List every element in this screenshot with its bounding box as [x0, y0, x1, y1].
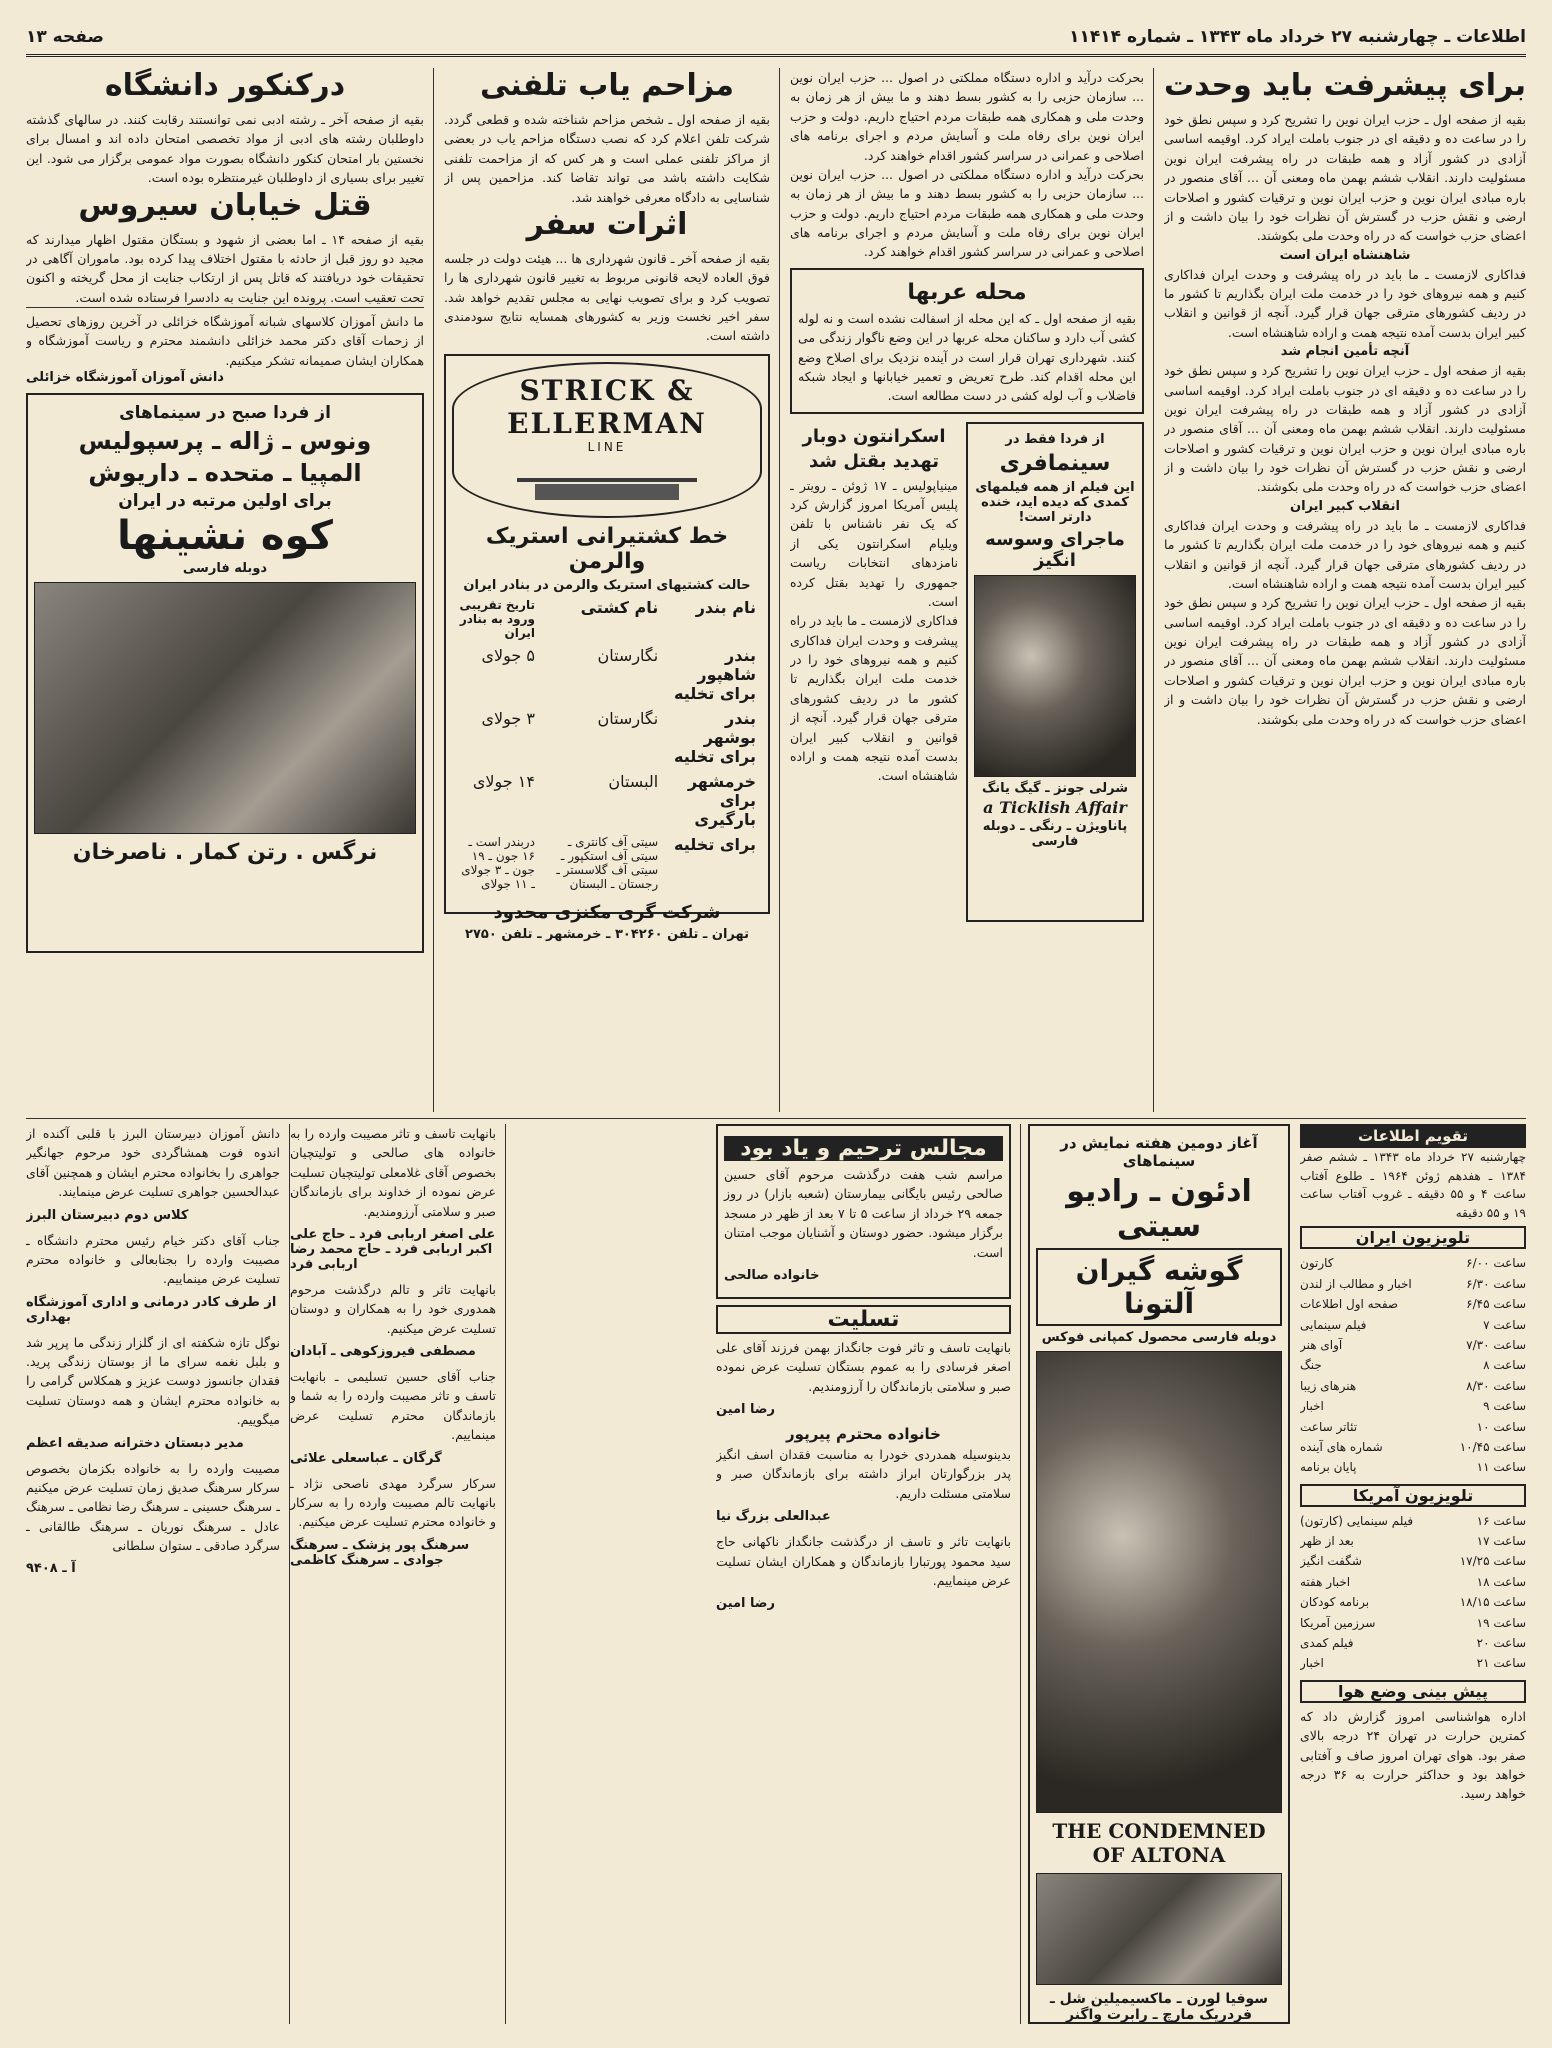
ad-cinemas-line2: المپیا ـ متحده ـ داریوش: [88, 459, 362, 488]
ad-cinemas-line1: ونوس ـ ژاله ـ پرسپولیس: [78, 427, 372, 456]
article-body: بقیه از صفحه آخر ـ قانون شهرداری ها ... هیئت دولت در جلسه فوق العاده لایحه قانونی مربوط به تغییر قانون شهرداری ها را تصویب کرد و برای تصویب نهایی به مجلس تقدیم خواهد شد. سفر اخیر نخست وزیر به کشورهای همسایه نتایج سودمندی داشته است.: [444, 250, 770, 344]
ad-english-title: a Ticklish Affair: [983, 797, 1127, 817]
article-title: اثرات سفر: [526, 206, 688, 242]
tv-row: ساعت ۱۶ فیلم سینمایی (کارتون): [1300, 1513, 1526, 1528]
tv-america-schedule: [1300, 1511, 1526, 1674]
tv-row: ساعت ۱۰/۴۵ شماره های آینده: [1300, 1439, 1526, 1454]
table-row: [452, 769, 762, 832]
tv-iran-title: تلویزیون ایران: [1300, 1226, 1526, 1249]
tv-row: ساعت ۸/۳۰ هنرهای زیبا: [1300, 1378, 1526, 1393]
article-column-four: [26, 68, 424, 1112]
article-body: فداکاری لازمست ـ ما باید در راه پیشرفت و وحدت ایران فداکاری کنیم و همه نیروهای خود را در خدمت ملت ایران بگذاریم تا کشور ما در ردیف کشورهای مترقی جهان قرار گیرد. آنچه از قوانین و انقلاب کبیر ایران بدست آمده نتیجه همت و اراده شاهنشاه است.: [1164, 517, 1526, 591]
column-divider: [779, 68, 780, 1112]
tv-america-title: تلویزیون آمریکا: [1300, 1484, 1526, 1507]
notice-signature: خانواده صالحی: [724, 1267, 820, 1283]
ad-footer-phone: تهران ـ تلفن ۳۰۴۲۶۰ ـ خرمشهر ـ تلفن ۲۷۵۰: [465, 926, 749, 942]
article-title: مزاحم یاب تلفنی: [480, 68, 734, 103]
film-still-image: [974, 575, 1136, 777]
tv-row: ساعت ۱۹ سرزمین آمریکا: [1300, 1615, 1526, 1630]
ad-top-line: از فردا فقط در: [1005, 431, 1105, 447]
tv-row: ساعت ۲۱ اخبار: [1300, 1656, 1526, 1671]
date-cell: ۱۴ جولای: [472, 771, 535, 791]
strick-logo: [452, 362, 762, 518]
news-body: مینیاپولیس ـ ۱۷ ژوئن ـ رویتر ـ پلیس آمریکا امروز گزارش کرد که یک نفر ناشناس با تلفن ویلیام اسکرانتون یکی از نامزدهای انتخابات ریاست جمهوری را تهدید بقتل کرده است.: [790, 477, 958, 609]
notice-signature: آ ـ ۹۴۰۸: [26, 1561, 76, 1577]
newspaper-page: [26, 20, 1526, 2032]
notice-signature: کلاس دوم دبیرستان البرز: [26, 1207, 189, 1223]
column-divider: [1153, 68, 1154, 1112]
notice-signature: رضا امین: [716, 1402, 775, 1417]
notice-signature: از طرف کادر درمانی و اداری آموزشگاه بهداری: [26, 1294, 277, 1325]
notice-body: جناب آقای دکتر خیام رئیس محترم دانشگاه ـ مصیبت وارده را بجنابعالی و خانواده محترم تسلیت عرض مینماییم.: [26, 1232, 280, 1287]
condolence-notices-left: [26, 1124, 280, 2024]
notice-signature: دانش آموزان آموزشگاه خزائلی: [26, 370, 224, 386]
article-body: بقیه از صفحه اول ـ حزب ایران نوین را تشریح کرد و سپس نطق خود را در ساعت ده و دقیقه ای در جنوب باملت ایراد کرد. اوقیمه اساسی آزادی در کشور آزاد و همه طبقات در راه پیشرفت ایران نوین مسئولیت دارند. انقلاب ششم بهمن ماه ومعنی آن ... آقای منصور در باره مبادی ایران نوین و حزب ایران نوین و ترقیات کشور و اصلاحات ارضی و نقش حزب در گسترش آن نظرات خود را بیان داشت و از اعضای حزب خواست که در راه وحدت ملی بکوشند.: [1164, 112, 1526, 244]
tv-row: ساعت ۷/۳۰ آوای هنر: [1300, 1337, 1526, 1352]
ad-top-line: آغاز دومین هفته نمایش در سینماهای: [1060, 1134, 1258, 1170]
notice-signature: مصطفی فیروزکوهی ـ آبادان: [290, 1344, 476, 1359]
port-cell: بندر بوشهر برای تخلیه: [674, 708, 756, 766]
news-title: تهدید بقتل شد: [809, 450, 939, 472]
calendar-body: چهارشنبه ۲۷ خرداد ماه ۱۳۴۳ ـ ششم صفر ۱۳۸۴ ـ هفدهم ژوئن ۱۹۶۴ ـ طلوع آفتاب ساعت ۴ و ۵۵ دقیقه ـ غروب آفتاب ساعت ۱۹ و ۵۵ دقیقه: [1300, 1150, 1526, 1220]
article-column-two: [790, 68, 1144, 1112]
ad-english-title: THE CONDEMNED OF ALTONA: [1052, 1819, 1266, 1867]
ad-film-title: کوه نشینها: [117, 513, 333, 560]
table-row: [452, 643, 762, 706]
header-cell: تاریخ تقریبی ورود به بنادر ایران: [459, 597, 535, 640]
table-row: [452, 832, 762, 894]
port-cell: برای تخلیه: [674, 834, 756, 854]
header-page-number: صفحه ۱۳: [26, 27, 104, 47]
notice-signature: مدیر دبستان دخترانه صدیقه اعظم: [26, 1435, 244, 1451]
notice-body: مراسم شب هفت درگذشت مرحوم آقای حسین صالحی رئیس بایگانی بیمارستان (شعبه بازار) در روز جمعه ۲۹ خرداد از ساعت ۵ تا ۷ بعد از ظهر در مسجد برگزار میشود. حضور دوستان و آشنایان موجب امتنان است.: [724, 1167, 1003, 1260]
tv-row: ساعت ۸ جنگ: [1300, 1358, 1526, 1373]
memorial-title: مجالس ترحیم و یاد بود: [724, 1136, 1003, 1161]
strick-logo-sub: LINE: [587, 439, 627, 454]
article-body: بقیه از صفحه اول ـ حزب ایران نوین را تشریح کرد و سپس نطق خود را در ساعت ده و دقیقه ای در جنوب باملت ایراد کرد. اوقیمه اساسی آزادی در کشور آزاد و همه طبقات در راه پیشرفت ایران نوین مسئولیت دارند. انقلاب ششم بهمن ماه ومعنی آن ... آقای منصور در باره مبادی ایران نوین و حزب ایران نوین و ترقیات کشور و اصلاحات ارضی و نقش حزب در گسترش آن نظرات خود را بیان داشت و از اعضای حزب خواست که در راه وحدت ملی بکوشند.: [1164, 595, 1526, 727]
ad-top-line: از فردا صبح در سینماهای: [119, 403, 331, 424]
tv-row: ساعت ۷ فیلم سینمایی: [1300, 1317, 1526, 1332]
ad-film-title: ماجرای وسوسه انگیز: [985, 528, 1125, 571]
ship-cell: سیتی آف کانتری ـ سیتی آف استکپور ـ سیتی آف گلاسستر ـ رجستان ـ البستان: [556, 834, 659, 891]
ship-cell: نگارستان: [597, 708, 659, 728]
header-cell: نام بندر: [695, 597, 756, 617]
notice-heading: خانواده محترم پیرپور: [786, 1425, 941, 1443]
tv-row: ساعت ۱۷/۲۵ شگفت انگیز: [1300, 1554, 1526, 1569]
column-divider: [433, 68, 434, 1112]
section-divider: [26, 1118, 1526, 1119]
film-still-image: [34, 582, 416, 834]
tv-row: ساعت ۶/۰۰ کارتون: [1300, 1256, 1526, 1271]
notice-body: مصیبت وارده را به خانواده بکزمان بخصوص سرکار سرهنگ صدیق زمان تسلیت عرض میکنیم ـ سرهنگ حسینی ـ سرهنگ رضا نظامی ـ سرهنگ عادل ـ سرهنگ نوریان ـ سرهنگ طالقانی ـ سرگرد صادقی ـ ستوان سلطانی: [26, 1460, 280, 1553]
notice-signature: گرگان ـ عباسعلی علائی: [290, 1450, 442, 1466]
ad-first-time: برای اولین مرتبه در ایران: [118, 491, 332, 512]
ad-film-title: گوشه گیران آلتونا: [1036, 1248, 1282, 1326]
notice-body: بانهایت تاسف و تاثر مصیبت وارده را به خانواده های صالحی و تولیتچیان بخصوص آقای غلامعلی تولیتچیان تسلیت عرض نموده از خداوند برای بازماندگان صبر و سلامتی آرزومندیم.: [290, 1126, 496, 1219]
tv-row: ساعت ۱۱ پایان برنامه: [1300, 1460, 1526, 1475]
port-cell: بندر شاهپور برای تخلیه: [674, 645, 756, 703]
condolence-title: تسلیت: [716, 1305, 1011, 1334]
tv-row: ساعت ۶/۳۰ اخبار و مطالب از لندن: [1300, 1276, 1526, 1291]
ad-note: پاناویژن ـ رنگی ـ دوبله فارسی: [982, 818, 1128, 849]
ad-cinema-name: سینمافری: [999, 450, 1111, 476]
ad-film-note: دوبله فارسی: [182, 561, 268, 577]
notice-signature: سرهنگ پور پزشک ـ سرهنگ جوادی ـ سرهنگ کاظمی: [290, 1537, 470, 1568]
notice-signature: علی اصغر اربابی فرد ـ حاج علی اکبر اربابی فرد ـ حاج محمد رضا اربابی فرد: [290, 1226, 496, 1272]
tv-row: ساعت ۹ اخبار: [1300, 1399, 1526, 1414]
page-header: [26, 20, 1526, 57]
table-row: [452, 706, 762, 769]
notice-body: نوگل تازه شکفته ای از گلزار زندگی ما پرپر شد و بلبل نغمه سرای ما از بوستان زندگی پرید. فقدان جانسوز دوست عزیز و همکلاس گرامی را به خانواده محترم ایشان و همه دوستان تسلیت میگوییم.: [26, 1334, 280, 1428]
tv-row: ساعت ۱۸/۱۵ برنامه کودکان: [1300, 1595, 1526, 1610]
ad-cinemas: ادئون ـ رادیو سیتی: [1066, 1174, 1252, 1244]
notice-body: سرکار سرگرد مهدی ناصحی نژاد ـ بانهایت تالم مصیبت وارده را به سرکار و خانواده محترم تسلیت عرض میکنیم.: [290, 1475, 496, 1530]
article-title: قتل خیابان سیروس: [78, 187, 372, 223]
tv-row: ساعت ۶/۴۵ صفحه اول اطلاعات: [1300, 1297, 1526, 1312]
article-subhead: انقلاب کبیر ایران: [1290, 498, 1400, 514]
cinema-mafari-ad: [966, 422, 1144, 922]
table-header-row: [452, 595, 762, 643]
news-body: فداکاری لازمست ـ ما باید در راه پیشرفت و وحدت ایران فداکاری کنیم و همه نیروهای خود را در خدمت ملت ایران بگذاریم تا کشور ما در ردیف کشورهای مترقی جهان قرار گیرد. آنچه از قوانین و انقلاب کبیر ایران بدست آمده نتیجه همت و اراده شاهنشاه است.: [790, 613, 958, 784]
film-still-image: [1036, 1351, 1282, 1813]
notice-body: ما دانش آموزان کلاسهای شبانه آموزشگاه خزائلی در آخرین روزهای تحصیل از زحمات آقای دکتر محمد خزائلی دانشمند محترم و ریاست آموزشگاه و همکاران ایشان صمیمانه تشکر میکنیم.: [26, 307, 424, 370]
ship-cell: البستان: [608, 771, 659, 791]
article-subhead: شاهنشاه ایران است: [1279, 247, 1411, 263]
notice-body: جناب آقای حسین تسلیمی ـ بانهایت تاسف و تاثر مصیبت وارده را به شما و بازماندگان محترم تسلیت عرض مینماییم.: [290, 1369, 496, 1443]
ship-cell: نگارستان: [597, 645, 659, 665]
ad-tagline: این فیلم از همه فیلمهای کمدی که دیده اید، خنده دارتر است!: [975, 479, 1135, 525]
tv-iran-schedule: [1300, 1253, 1526, 1477]
notice-body: بانهایت تاسف و تاثر فوت جانگداز بهمن فرزند آقای علی اصغر فرسادی را به عموم بستگان تسلیت عرض نموده صبر و سلامتی بازماندگان را آرزومندیم.: [716, 1339, 1011, 1394]
date-cell: دربندر است ـ ۱۶ جون ـ ۱۹ جون ـ ۳ جولای ـ ۱۱ جولای: [461, 834, 535, 891]
news-column: [790, 422, 958, 922]
article-body: بقیه از صفحه اول ـ حزب ایران نوین را تشریح کرد و سپس نطق خود را در ساعت ده و دقیقه ای در جنوب باملت ایراد کرد. اوقیمه اساسی آزادی در کشور آزاد و همه طبقات در راه پیشرفت ایران نوین مسئولیت دارند. انقلاب ششم بهمن ماه ومعنی آن ... آقای منصور در باره مبادی ایران نوین و حزب ایران نوین و ترقیات کشور و اصلاحات ارضی و نقش حزب در گسترش آن نظرات خود را بیان داشت و از اعضای حزب خواست که در راه وحدت ملی بکوشند.: [1164, 363, 1526, 495]
strick-logo-text: STRICK & ELLERMAN: [507, 373, 707, 440]
column-divider: [505, 1124, 506, 2024]
ad-actors: شرلی جونز ـ گیگ یانگ: [981, 780, 1129, 796]
notice-body: بانهایت تاثر و تالم درگذشت مرحوم همدوری خود را به همکاران و دوستان تسلیت عرض میکنیم.: [290, 1281, 496, 1336]
port-cell: خرمشهر برای بارگیری: [687, 771, 756, 829]
article-title: درکنکور دانشگاه: [104, 68, 346, 103]
article-unity: [1164, 68, 1526, 1112]
date-cell: ۵ جولای: [481, 645, 535, 665]
article-body: بقیه از صفحه آخر ـ رشته ادبی نمی توانستند رقابت کنند. در سالهای گذشته داوطلبان رشته های ادبی از مواد تخصصی امتحان داده اند و امسال برای نخستین بار امتحان کنکور دانشگاه بصورت مواد عمومی برگزار می شود. این تغییر برای بسیاری از داوطلبان غیرمنتظره بوده است.: [26, 112, 424, 186]
cast-portraits-image: [1036, 1873, 1282, 1985]
ad-footer: شرکت گری مکنزی محدود: [493, 901, 721, 923]
memorial-box: [716, 1124, 1011, 1299]
news-title: اسکرانتون دوبار: [802, 425, 946, 447]
article-subhead: آنچه تأمین انجام شد: [1280, 344, 1410, 360]
ad-film-note: دوبله فارسی محصول کمپانی فوکس: [1041, 1330, 1277, 1345]
ad-cast: نرگس . رتن کمار . ناصرخان: [72, 840, 378, 866]
kohneshinha-cinema-ad: [26, 393, 424, 953]
header-issue-info: اطلاعات ـ چهارشنبه ۲۷ خرداد ماه ۱۳۴۳ ـ شماره ۱۱۴۱۴: [1069, 27, 1526, 47]
article-body: بحرکت درآید و اداره دستگاه مملکتی در اصول ... حزب ایران نوین ... سازمان حزبی را به کشور بسط دهند و ما بیش از هر زمان به وحدت ملی و همکاری همه طبقات مردم احتیاج داریم. دولت و حزب ایران نوین برای رفاه ملت و آسایش مردم و اجرای برنامه های اصلاحی و عمرانی در سراسر کشور اقدام خواهند کرد.: [790, 70, 1144, 163]
notice-signature: عبدالعلی بزرگ نیا: [716, 1509, 831, 1525]
tv-row: ساعت ۱۰ تئاتر ساعت: [1300, 1419, 1526, 1434]
article-body: بقیه از صفحه ۱۴ ـ اما بعضی از شهود و بستگان مقتول اظهار میدارند که مجید دو روز قبل از حادثه با مقتول اختلاف پیدا کرده بود. ماموران آگاهی در تحقیقات خود دریافتند که قاتل پس از ارتکاب جنایت از محل گریخته و اکنون تحت تعقیب است. پرونده این جنایت به دادسرا فرستاده شده است.: [26, 231, 424, 305]
ad-subtitle: حالت کشتیهای استریک والرمن در بنادر ایران: [463, 577, 751, 593]
article-body: بحرکت درآید و اداره دستگاه مملکتی در اصول ... حزب ایران نوین ... سازمان حزبی را به کشور بسط دهند و ما بیش از هر زمان به وحدت ملی و همکاری همه طبقات مردم احتیاج داریم. دولت و حزب ایران نوین برای رفاه ملت و آسایش مردم و اجرای برنامه های اصلاحی و عمرانی در سراسر کشور اقدام خواهند کرد.: [790, 166, 1144, 260]
calendar-title: تقویم اطلاعات: [1300, 1124, 1526, 1148]
condolence-notices-mid: [290, 1124, 496, 2024]
arab-neighborhood-article: [790, 268, 1144, 414]
notice-body: بانهایت تاثر و تاسف از درگذشت جانگداز ناکهانی حاج سید محمود پورتبارا بازماندگان و همکاران ایشان تسلیت عرض مینماییم.: [716, 1534, 1011, 1588]
tv-row: ساعت ۱۸ اخبار هفته: [1300, 1574, 1526, 1589]
odeon-cinema-ad: [1028, 1124, 1290, 2024]
memorial-notices: [716, 1124, 1011, 2024]
ship-icon: [517, 460, 697, 500]
ad-title: خط کشتیرانی استریک والرمن: [485, 523, 729, 574]
calendar-tv-column: [1300, 1124, 1526, 2024]
date-cell: ۳ جولای: [481, 708, 535, 728]
ship-schedule-table: [452, 595, 762, 894]
article-body: بقیه از صفحه اول ـ شخص مزاحم شناخته شده و قطعی گردد. شرکت تلفن اعلام کرد که نصب دستگاه مزاحم یاب در بعضی از مراکز تلفنی عملی است و هر کس که از مزاحمت تلفنی شکایت داشته باشد می تواند تقاضا کند. مزاحمین پس از شناسایی به دادگاه معرفی خواهند شد.: [444, 112, 770, 205]
strick-ellerman-ad: [444, 354, 770, 942]
tv-row: ساعت ۱۷ بعد از ظهر: [1300, 1534, 1526, 1549]
article-column-three: [444, 68, 770, 1112]
box-title: محله عربها: [907, 279, 1027, 305]
column-divider: [1020, 1124, 1021, 2024]
ad-cast: سوفیا لورن ـ ماکسیمیلین شل ـ فردریک مارچ ـ رابرت واگنر: [1049, 1991, 1269, 2023]
tv-row: ساعت ۲۰ فیلم کمدی: [1300, 1636, 1526, 1651]
box-body: بقیه از صفحه اول ـ که این محله از اسفالت نشده است و نه لوله کشی آب دارد و ساکنان محله عربها در این وضع ناگوار زندگی می کنند. شهرداری تهران قرار است در آینده نزدیک برای اصلاح وضع این محله اقدام کند. طرح تعریض و تعمیر خیابانها و ایجاد شبکه فاضلاب و آب لوله کشی در دست مطالعه است.: [798, 310, 1136, 404]
article-body: فداکاری لازمست ـ ما باید در راه پیشرفت و وحدت ایران فداکاری کنیم و همه نیروهای خود را در خدمت ملت ایران بگذاریم تا کشور ما در ردیف کشورهای مترقی جهان قرار گیرد. آنچه از قوانین و انقلاب کبیر ایران بدست آمده نتیجه همت و اراده شاهنشاه است.: [1164, 266, 1526, 340]
article-title: برای پیشرفت باید وحدت: [1164, 68, 1526, 103]
header-cell: نام کشتی: [580, 597, 659, 617]
notice-body: دانش آموزان دبیرستان البرز با قلبی آکنده از اندوه فوت همشاگردی خود مرحوم جهانگیر جواهری را بخانواده محترم ایشان و همچنین آقای عبدالحسین جواهری تسلیت عرض مینمایند.: [26, 1126, 280, 1200]
weather-title: پیش بینی وضع هوا: [1300, 1680, 1526, 1703]
weather-body: اداره هواشناسی امروز گزارش داد که کمترین حرارت در تهران ۲۴ درجه بالای صفر بود. هوای تهران امروز صاف و آفتابی خواهد بود و حداکثر حرارت به ۳۶ درجه خواهد رسید.: [1300, 1708, 1526, 1802]
notice-signature: رضا امین: [716, 1596, 775, 1612]
notice-body: بدینوسیله همدردی خودرا به مناسبت فقدان اسف انگیز پدر بزرگوارتان ابراز داشته برای بازماندگان صبر و سلامتی مسئلت داریم.: [716, 1447, 1011, 1501]
